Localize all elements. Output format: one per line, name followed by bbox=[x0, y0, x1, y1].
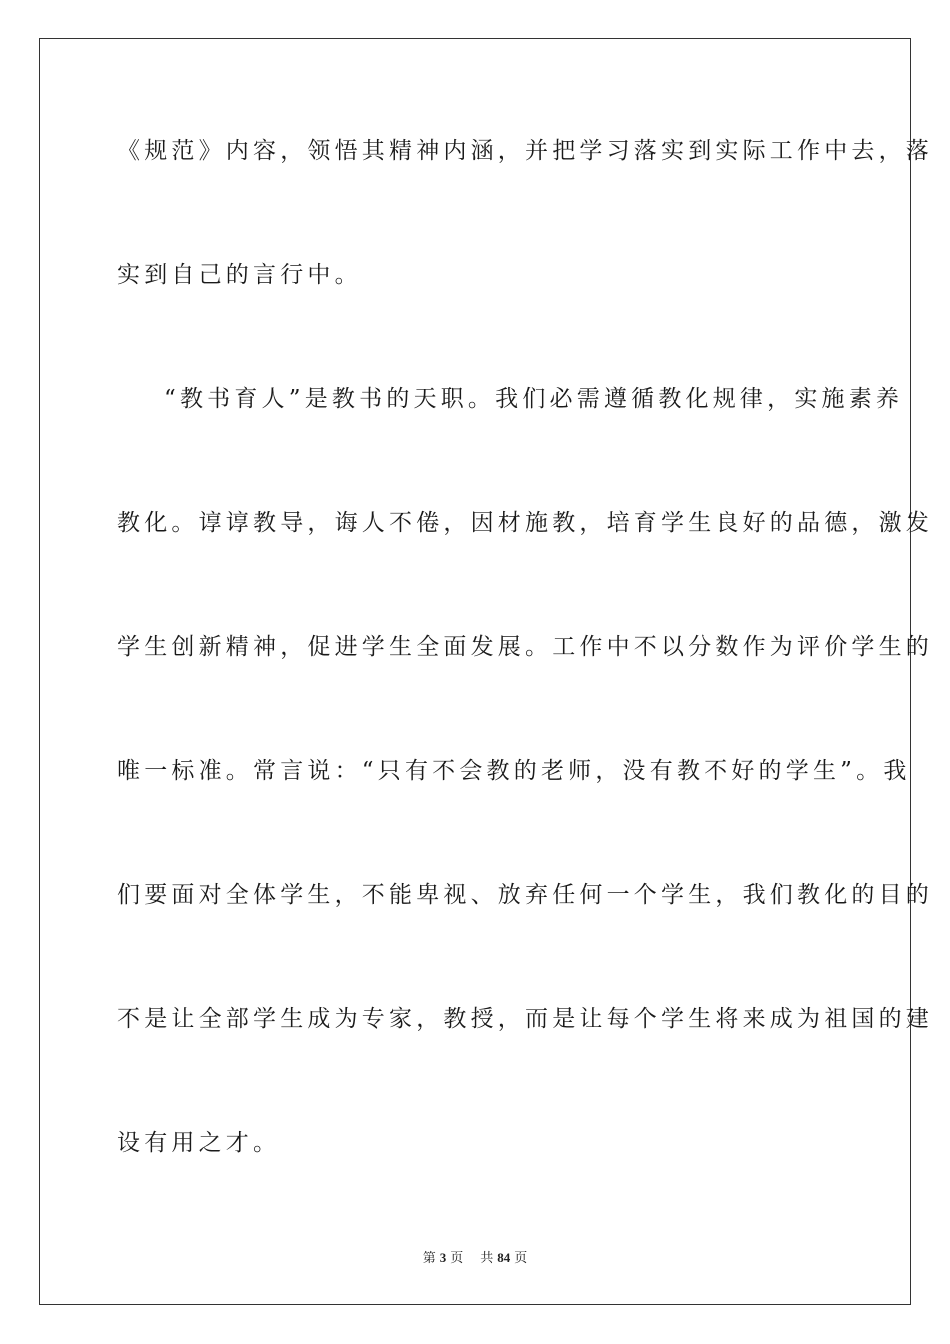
text-line-8: 不是让全部学生成为专家，教授，而是让每个学生将来成为祖国的建 bbox=[117, 1006, 933, 1032]
text-line-9: 设有用之才。 bbox=[117, 1130, 281, 1156]
text-line-5: 学生创新精神，促进学生全面发展。工作中不以分数作为评价学生的 bbox=[117, 634, 933, 660]
text-line-6: 唯一标准。常言说：“只有不会教的老师，没有教不好的学生”。我 bbox=[117, 758, 911, 784]
total-suffix: 页 bbox=[514, 1250, 528, 1265]
page-footer bbox=[0, 1247, 950, 1266]
page-border bbox=[39, 38, 911, 1305]
page-number: 3 bbox=[439, 1250, 447, 1265]
page-suffix: 页 bbox=[450, 1250, 464, 1265]
total-pages: 84 bbox=[497, 1250, 511, 1265]
text-line-7: 们要面对全体学生，不能卑视、放弃任何一个学生，我们教化的目的 bbox=[117, 882, 933, 908]
total-prefix: 共 bbox=[480, 1250, 494, 1265]
page-prefix: 第 bbox=[422, 1250, 436, 1265]
text-line-2: 实到自己的言行中。 bbox=[117, 262, 362, 288]
text-line-1: 《规范》内容，领悟其精神内涵，并把学习落实到实际工作中去，落 bbox=[117, 138, 933, 164]
text-line-4: 教化。谆谆教导，诲人不倦，因材施教，培育学生良好的品德，激发 bbox=[117, 510, 933, 536]
text-line-3: “教书育人”是教书的天职。我们必需遵循教化规律，实施素养 bbox=[164, 386, 904, 412]
